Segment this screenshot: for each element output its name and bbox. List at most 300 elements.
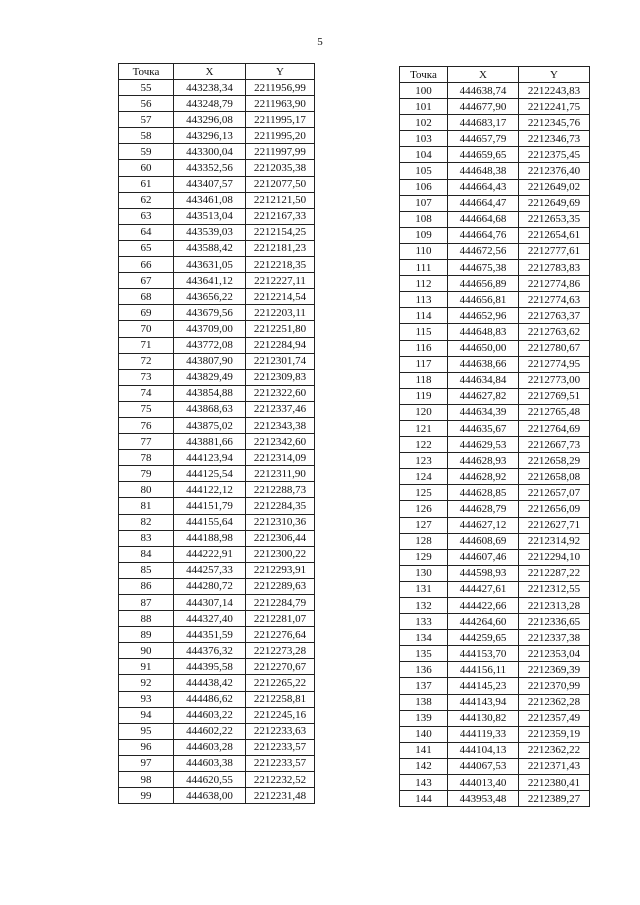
- x-coordinate-cell: 444188,98: [174, 530, 246, 546]
- table-row: [400, 694, 590, 710]
- x-coordinate-cell: 444125,54: [174, 466, 246, 482]
- table-row: [400, 469, 590, 485]
- point-number-cell: 80: [119, 482, 174, 498]
- y-coordinate-cell: 2212245,16: [246, 707, 315, 723]
- table-row: [119, 739, 315, 755]
- x-coordinate-cell: 444638,00: [174, 788, 246, 804]
- x-coordinate-cell: 444635,67: [448, 420, 519, 436]
- y-coordinate-cell: 2211995,17: [246, 112, 315, 128]
- x-coordinate-cell: 444664,68: [448, 211, 519, 227]
- table-row: [400, 742, 590, 758]
- coordinates-table-right: [399, 66, 590, 807]
- table-row: [119, 273, 315, 289]
- y-coordinate-cell: 2212306,44: [246, 530, 315, 546]
- x-coordinate-cell: 444603,22: [174, 707, 246, 723]
- point-number-cell: 97: [119, 755, 174, 771]
- x-coordinate-cell: 444067,53: [448, 758, 519, 774]
- y-coordinate-cell: 2212301,74: [246, 353, 315, 369]
- point-number-cell: 83: [119, 530, 174, 546]
- point-number-cell: 63: [119, 208, 174, 224]
- y-coordinate-cell: 2212769,51: [519, 388, 590, 404]
- point-number-cell: 132: [400, 598, 448, 614]
- point-number-cell: 64: [119, 224, 174, 240]
- x-coordinate-cell: 443631,05: [174, 257, 246, 273]
- point-number-cell: 113: [400, 292, 448, 308]
- table-row: [400, 179, 590, 195]
- header-y: Y: [246, 64, 315, 80]
- table-row: [400, 308, 590, 324]
- y-coordinate-cell: 2212342,60: [246, 434, 315, 450]
- table-row: [119, 530, 315, 546]
- table-row: [119, 337, 315, 353]
- table-row: [400, 678, 590, 694]
- x-coordinate-cell: 443772,08: [174, 337, 246, 353]
- x-coordinate-cell: 444130,82: [448, 710, 519, 726]
- y-coordinate-cell: 2212251,80: [246, 321, 315, 337]
- y-coordinate-cell: 2211997,99: [246, 144, 315, 160]
- y-coordinate-cell: 2212309,83: [246, 369, 315, 385]
- y-coordinate-cell: 2212288,73: [246, 482, 315, 498]
- point-number-cell: 68: [119, 289, 174, 305]
- x-coordinate-cell: 444664,47: [448, 195, 519, 211]
- table-row: [119, 755, 315, 771]
- y-coordinate-cell: 2212667,73: [519, 437, 590, 453]
- y-coordinate-cell: 2212284,79: [246, 595, 315, 611]
- y-coordinate-cell: 2212777,61: [519, 243, 590, 259]
- y-coordinate-cell: 2212276,64: [246, 627, 315, 643]
- y-coordinate-cell: 2212658,08: [519, 469, 590, 485]
- point-number-cell: 134: [400, 630, 448, 646]
- table-row: [119, 112, 315, 128]
- point-number-cell: 123: [400, 453, 448, 469]
- header-point: Точка: [119, 64, 174, 80]
- point-number-cell: 82: [119, 514, 174, 530]
- y-coordinate-cell: 2212773,00: [519, 372, 590, 388]
- table-row: [119, 627, 315, 643]
- page-number: 5: [317, 36, 323, 48]
- table-row: [119, 707, 315, 723]
- table-row: [119, 224, 315, 240]
- x-coordinate-cell: 444280,72: [174, 578, 246, 594]
- x-coordinate-cell: 444677,90: [448, 99, 519, 115]
- x-coordinate-cell: 443248,79: [174, 96, 246, 112]
- table-row: [400, 598, 590, 614]
- point-number-cell: 143: [400, 775, 448, 791]
- x-coordinate-cell: 444638,74: [448, 83, 519, 99]
- x-coordinate-cell: 443881,66: [174, 434, 246, 450]
- x-coordinate-cell: 444153,70: [448, 646, 519, 662]
- table-row: [119, 305, 315, 321]
- x-coordinate-cell: 444620,55: [174, 772, 246, 788]
- x-coordinate-cell: 443539,03: [174, 224, 246, 240]
- y-coordinate-cell: 2212314,09: [246, 450, 315, 466]
- point-number-cell: 66: [119, 257, 174, 273]
- x-coordinate-cell: 444264,60: [448, 614, 519, 630]
- point-number-cell: 93: [119, 691, 174, 707]
- x-coordinate-cell: 444013,40: [448, 775, 519, 791]
- x-coordinate-cell: 444634,39: [448, 404, 519, 420]
- x-coordinate-cell: 443407,57: [174, 176, 246, 192]
- point-number-cell: 61: [119, 176, 174, 192]
- point-number-cell: 101: [400, 99, 448, 115]
- y-coordinate-cell: 2212656,09: [519, 501, 590, 517]
- table-row: [119, 401, 315, 417]
- y-coordinate-cell: 2212369,39: [519, 662, 590, 678]
- point-number-cell: 85: [119, 562, 174, 578]
- y-coordinate-cell: 2212370,99: [519, 678, 590, 694]
- point-number-cell: 120: [400, 404, 448, 420]
- x-coordinate-cell: 444628,79: [448, 501, 519, 517]
- x-coordinate-cell: 444327,40: [174, 611, 246, 627]
- x-coordinate-cell: 444438,42: [174, 675, 246, 691]
- x-coordinate-cell: 443679,56: [174, 305, 246, 321]
- y-coordinate-cell: 2212353,04: [519, 646, 590, 662]
- point-number-cell: 70: [119, 321, 174, 337]
- point-number-cell: 103: [400, 131, 448, 147]
- y-coordinate-cell: 2212763,37: [519, 308, 590, 324]
- x-coordinate-cell: 444628,93: [448, 453, 519, 469]
- table-row: [400, 758, 590, 774]
- table-row: [400, 630, 590, 646]
- table-row: [119, 289, 315, 305]
- y-coordinate-cell: 2212243,83: [519, 83, 590, 99]
- header-point: Точка: [400, 67, 448, 83]
- y-coordinate-cell: 2212284,35: [246, 498, 315, 514]
- y-coordinate-cell: 2212241,75: [519, 99, 590, 115]
- table-row: [400, 775, 590, 791]
- x-coordinate-cell: 444123,94: [174, 450, 246, 466]
- table-row: [119, 595, 315, 611]
- y-coordinate-cell: 2212774,63: [519, 292, 590, 308]
- point-number-cell: 112: [400, 276, 448, 292]
- point-number-cell: 77: [119, 434, 174, 450]
- table-row: [400, 565, 590, 581]
- x-coordinate-cell: 444257,33: [174, 562, 246, 578]
- x-coordinate-cell: 443300,04: [174, 144, 246, 160]
- x-coordinate-cell: 444607,46: [448, 549, 519, 565]
- table-row: [400, 372, 590, 388]
- y-coordinate-cell: 2212357,49: [519, 710, 590, 726]
- y-coordinate-cell: 2212310,36: [246, 514, 315, 530]
- point-number-cell: 91: [119, 659, 174, 675]
- y-coordinate-cell: 2212077,50: [246, 176, 315, 192]
- y-coordinate-cell: 2212181,23: [246, 240, 315, 256]
- y-coordinate-cell: 2211956,99: [246, 80, 315, 96]
- point-number-cell: 84: [119, 546, 174, 562]
- y-coordinate-cell: 2212281,07: [246, 611, 315, 627]
- x-coordinate-cell: 444608,69: [448, 533, 519, 549]
- table-row: [119, 192, 315, 208]
- y-coordinate-cell: 2212371,43: [519, 758, 590, 774]
- point-number-cell: 79: [119, 466, 174, 482]
- table-body-right: [400, 83, 590, 807]
- table-row: [119, 788, 315, 804]
- point-number-cell: 95: [119, 723, 174, 739]
- table-row: [400, 211, 590, 227]
- table-row: [119, 772, 315, 788]
- y-coordinate-cell: 2212231,48: [246, 788, 315, 804]
- point-number-cell: 92: [119, 675, 174, 691]
- table-row: [400, 646, 590, 662]
- y-coordinate-cell: 2212774,86: [519, 276, 590, 292]
- table-row: [400, 83, 590, 99]
- point-number-cell: 121: [400, 420, 448, 436]
- point-number-cell: 96: [119, 739, 174, 755]
- point-number-cell: 74: [119, 385, 174, 401]
- y-coordinate-cell: 2212218,35: [246, 257, 315, 273]
- x-coordinate-cell: 444486,62: [174, 691, 246, 707]
- table-row: [119, 466, 315, 482]
- y-coordinate-cell: 2212376,40: [519, 163, 590, 179]
- x-coordinate-cell: 444603,38: [174, 755, 246, 771]
- point-number-cell: 98: [119, 772, 174, 788]
- point-number-cell: 106: [400, 179, 448, 195]
- table-row: [400, 404, 590, 420]
- table-row: [400, 243, 590, 259]
- table-row: [400, 581, 590, 597]
- point-number-cell: 89: [119, 627, 174, 643]
- y-coordinate-cell: 2212627,71: [519, 517, 590, 533]
- table-row: [119, 240, 315, 256]
- y-coordinate-cell: 2212293,91: [246, 562, 315, 578]
- y-coordinate-cell: 2212233,57: [246, 755, 315, 771]
- x-coordinate-cell: 444156,11: [448, 662, 519, 678]
- x-coordinate-cell: 444145,23: [448, 678, 519, 694]
- table-row: [400, 791, 590, 807]
- point-number-cell: 67: [119, 273, 174, 289]
- y-coordinate-cell: 2212167,33: [246, 208, 315, 224]
- table-row: [400, 276, 590, 292]
- point-number-cell: 55: [119, 80, 174, 96]
- y-coordinate-cell: 2212337,46: [246, 401, 315, 417]
- y-coordinate-cell: 2212649,69: [519, 195, 590, 211]
- x-coordinate-cell: 444656,81: [448, 292, 519, 308]
- table-row: [400, 501, 590, 517]
- table-row: [400, 437, 590, 453]
- y-coordinate-cell: 2211995,20: [246, 128, 315, 144]
- y-coordinate-cell: 2212343,38: [246, 417, 315, 433]
- table-row: [119, 257, 315, 273]
- y-coordinate-cell: 2212233,63: [246, 723, 315, 739]
- table-row: [400, 533, 590, 549]
- y-coordinate-cell: 2212294,10: [519, 549, 590, 565]
- point-number-cell: 72: [119, 353, 174, 369]
- table-row: [400, 147, 590, 163]
- y-coordinate-cell: 2212774,95: [519, 356, 590, 372]
- y-coordinate-cell: 2212258,81: [246, 691, 315, 707]
- point-number-cell: 57: [119, 112, 174, 128]
- y-coordinate-cell: 2211963,90: [246, 96, 315, 112]
- x-coordinate-cell: 444422,66: [448, 598, 519, 614]
- y-coordinate-cell: 2212658,29: [519, 453, 590, 469]
- x-coordinate-cell: 444648,83: [448, 324, 519, 340]
- table-row: [119, 498, 315, 514]
- point-number-cell: 119: [400, 388, 448, 404]
- y-coordinate-cell: 2212362,22: [519, 742, 590, 758]
- table-row: [119, 369, 315, 385]
- table-row: [400, 517, 590, 533]
- x-coordinate-cell: 443588,42: [174, 240, 246, 256]
- table-row: [119, 659, 315, 675]
- point-number-cell: 81: [119, 498, 174, 514]
- table-row: [119, 385, 315, 401]
- x-coordinate-cell: 443461,08: [174, 192, 246, 208]
- y-coordinate-cell: 2212657,07: [519, 485, 590, 501]
- x-coordinate-cell: 444634,84: [448, 372, 519, 388]
- x-coordinate-cell: 444627,82: [448, 388, 519, 404]
- point-number-cell: 115: [400, 324, 448, 340]
- point-number-cell: 118: [400, 372, 448, 388]
- x-coordinate-cell: 444627,12: [448, 517, 519, 533]
- table-row: [400, 453, 590, 469]
- x-coordinate-cell: 443854,88: [174, 385, 246, 401]
- table-body-left: [119, 80, 315, 804]
- x-coordinate-cell: 443875,02: [174, 417, 246, 433]
- table-row: [400, 485, 590, 501]
- table-row: [119, 611, 315, 627]
- x-coordinate-cell: 444657,79: [448, 131, 519, 147]
- point-number-cell: 122: [400, 437, 448, 453]
- table-row: [119, 450, 315, 466]
- point-number-cell: 130: [400, 565, 448, 581]
- table-header-row: [119, 64, 315, 80]
- table-header-row: [400, 67, 590, 83]
- y-coordinate-cell: 2212300,22: [246, 546, 315, 562]
- table-row: [400, 324, 590, 340]
- table-row: [400, 356, 590, 372]
- table-row: [400, 420, 590, 436]
- x-coordinate-cell: 444656,89: [448, 276, 519, 292]
- coordinates-table-left: [118, 63, 315, 804]
- x-coordinate-cell: 443829,49: [174, 369, 246, 385]
- x-coordinate-cell: 443352,56: [174, 160, 246, 176]
- point-number-cell: 138: [400, 694, 448, 710]
- y-coordinate-cell: 2212654,61: [519, 227, 590, 243]
- point-number-cell: 56: [119, 96, 174, 112]
- y-coordinate-cell: 2212311,90: [246, 466, 315, 482]
- y-coordinate-cell: 2212763,62: [519, 324, 590, 340]
- point-number-cell: 94: [119, 707, 174, 723]
- table-row: [400, 115, 590, 131]
- table-row: [119, 128, 315, 144]
- table-row: [119, 546, 315, 562]
- y-coordinate-cell: 2212649,02: [519, 179, 590, 195]
- point-number-cell: 111: [400, 260, 448, 276]
- table-row: [119, 80, 315, 96]
- table-row: [400, 99, 590, 115]
- point-number-cell: 141: [400, 742, 448, 758]
- point-number-cell: 60: [119, 160, 174, 176]
- point-number-cell: 117: [400, 356, 448, 372]
- x-coordinate-cell: 443656,22: [174, 289, 246, 305]
- x-coordinate-cell: 444307,14: [174, 595, 246, 611]
- y-coordinate-cell: 2212336,65: [519, 614, 590, 630]
- x-coordinate-cell: 444151,79: [174, 498, 246, 514]
- point-number-cell: 104: [400, 147, 448, 163]
- y-coordinate-cell: 2212154,25: [246, 224, 315, 240]
- x-coordinate-cell: 444351,59: [174, 627, 246, 643]
- table-row: [400, 726, 590, 742]
- point-number-cell: 73: [119, 369, 174, 385]
- y-coordinate-cell: 2212233,57: [246, 739, 315, 755]
- y-coordinate-cell: 2212227,11: [246, 273, 315, 289]
- x-coordinate-cell: 444629,53: [448, 437, 519, 453]
- x-coordinate-cell: 443296,13: [174, 128, 246, 144]
- x-coordinate-cell: 444652,96: [448, 308, 519, 324]
- x-coordinate-cell: 444650,00: [448, 340, 519, 356]
- point-number-cell: 139: [400, 710, 448, 726]
- y-coordinate-cell: 2212203,11: [246, 305, 315, 321]
- table-row: [119, 321, 315, 337]
- point-number-cell: 131: [400, 581, 448, 597]
- point-number-cell: 135: [400, 646, 448, 662]
- point-number-cell: 78: [119, 450, 174, 466]
- x-coordinate-cell: 444602,22: [174, 723, 246, 739]
- point-number-cell: 125: [400, 485, 448, 501]
- x-coordinate-cell: 444119,33: [448, 726, 519, 742]
- y-coordinate-cell: 2212765,48: [519, 404, 590, 420]
- table-row: [400, 662, 590, 678]
- point-number-cell: 75: [119, 401, 174, 417]
- x-coordinate-cell: 444143,94: [448, 694, 519, 710]
- point-number-cell: 71: [119, 337, 174, 353]
- x-coordinate-cell: 444628,85: [448, 485, 519, 501]
- y-coordinate-cell: 2212289,63: [246, 578, 315, 594]
- point-number-cell: 129: [400, 549, 448, 565]
- x-coordinate-cell: 444672,56: [448, 243, 519, 259]
- table-row: [119, 562, 315, 578]
- table-row: [119, 578, 315, 594]
- point-number-cell: 144: [400, 791, 448, 807]
- table-row: [400, 260, 590, 276]
- y-coordinate-cell: 2212780,67: [519, 340, 590, 356]
- point-number-cell: 142: [400, 758, 448, 774]
- y-coordinate-cell: 2212313,28: [519, 598, 590, 614]
- y-coordinate-cell: 2212270,67: [246, 659, 315, 675]
- point-number-cell: 140: [400, 726, 448, 742]
- point-number-cell: 58: [119, 128, 174, 144]
- point-number-cell: 102: [400, 115, 448, 131]
- x-coordinate-cell: 444427,61: [448, 581, 519, 597]
- point-number-cell: 69: [119, 305, 174, 321]
- table-row: [400, 163, 590, 179]
- x-coordinate-cell: 444259,65: [448, 630, 519, 646]
- table-row: [119, 514, 315, 530]
- x-coordinate-cell: 444598,93: [448, 565, 519, 581]
- point-number-cell: 128: [400, 533, 448, 549]
- table-row: [400, 710, 590, 726]
- x-coordinate-cell: 444683,17: [448, 115, 519, 131]
- x-coordinate-cell: 444603,28: [174, 739, 246, 755]
- x-coordinate-cell: 444104,13: [448, 742, 519, 758]
- point-number-cell: 65: [119, 240, 174, 256]
- x-coordinate-cell: 444222,91: [174, 546, 246, 562]
- x-coordinate-cell: 444155,64: [174, 514, 246, 530]
- y-coordinate-cell: 2212214,54: [246, 289, 315, 305]
- y-coordinate-cell: 2212265,22: [246, 675, 315, 691]
- x-coordinate-cell: 444664,43: [448, 179, 519, 195]
- point-number-cell: 124: [400, 469, 448, 485]
- y-coordinate-cell: 2212337,38: [519, 630, 590, 646]
- table-row: [119, 691, 315, 707]
- x-coordinate-cell: 443953,48: [448, 791, 519, 807]
- y-coordinate-cell: 2212653,35: [519, 211, 590, 227]
- y-coordinate-cell: 2212346,73: [519, 131, 590, 147]
- y-coordinate-cell: 2212389,27: [519, 791, 590, 807]
- point-number-cell: 116: [400, 340, 448, 356]
- point-number-cell: 108: [400, 211, 448, 227]
- table-row: [119, 96, 315, 112]
